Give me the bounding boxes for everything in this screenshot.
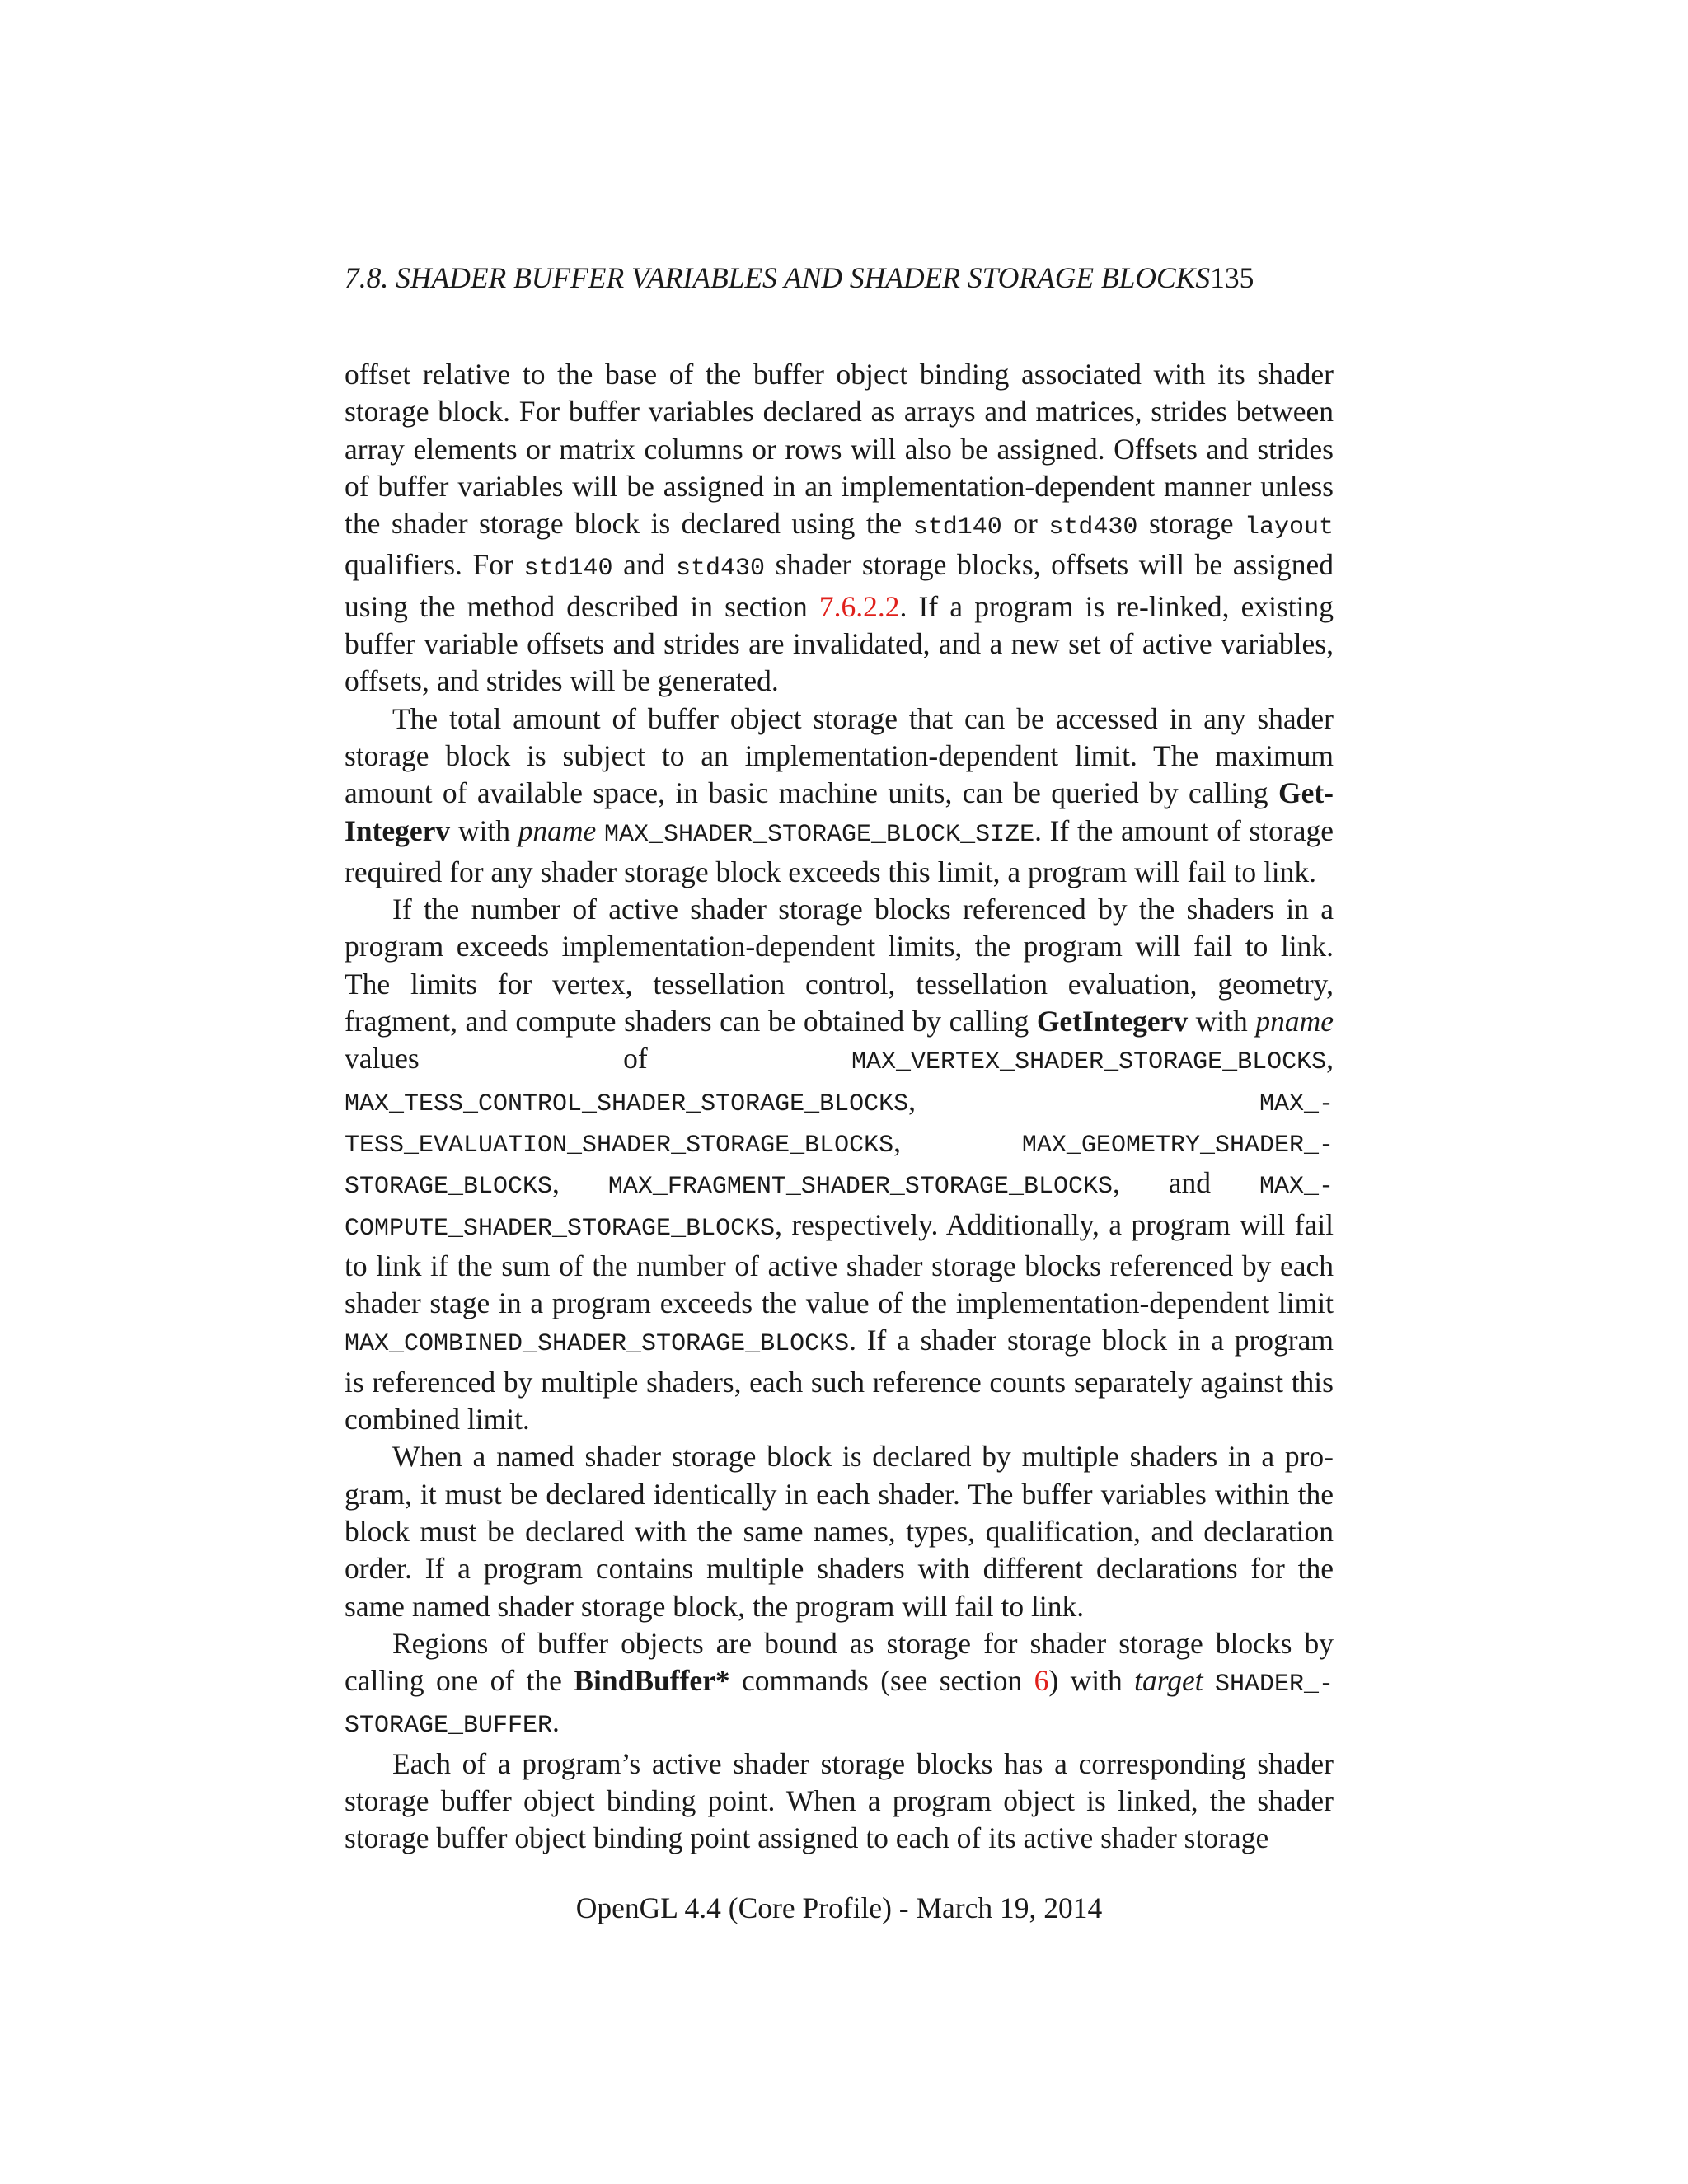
code-shader-storage-buffer: SHADER_STORAGE_BUFFER — [345, 1671, 1334, 1741]
paragraph-2: The total amount of buffer object storage that can be accessed in any shader storage block is subject to an implementation-dependent limit. The maximum amount of available space, in basic machine units, can be queried by calling GetIntegerv with pname MAX_SHADER_STORAGE_BLOCK_SIZE. If the amount of storage required for any shader storage block exceeds this limit, a program will fail to link. — [345, 701, 1334, 888]
code-std430: std430 — [1048, 513, 1138, 542]
command-getintegerv: GetIntegerv — [345, 776, 1334, 847]
code-max-combined-ssb: MAX_COMBINED_SHADER_STORAGE_BLOCKS — [345, 1330, 850, 1359]
param-pname: pname — [1255, 1005, 1334, 1038]
code-max-tess-control-ssb: MAX_TESS_CONTROL_SHADER_STORAGE_BLOCKS — [345, 1090, 909, 1118]
paragraph-4: When a named shader storage block is declared by multiple shaders in a program, it must be declared identically in each shader. The buffer variables within the block must be declared with the same names, types, qualification, and declaration order. If a program contains multiple shaders with different declarations for the same named shader storage block, the program will fail to link. — [345, 1440, 1334, 1623]
page-number: 135 — [1210, 261, 1254, 294]
running-head — [345, 257, 1334, 298]
section-link-7-6-2-2[interactable]: 7.6.2.2 — [818, 589, 900, 623]
code-max-tess-eval-ssb: MAX_TESS_EVALUATION_SHADER_STORAGE_BLOCKS — [345, 1090, 1334, 1160]
paragraph-1: offset relative to the base of the buffer object binding associated with its shader storage block. For buffer variables declared as arrays and matrices, strides between array elements or matrix columns or rows will also be assigned. Offsets and strides of buffer variables will be assigned in an implementation-dependent manner unless the shader storage block is declared using the std140 or std430 storage layout qualifiers. For std140 and std430 shader storage blocks, offsets will be assigned using the method described in section 7.6.2.2. If a program is re-linked, existing buffer variable offsets and strides are invalidated, and a new set of active variables, offsets, and strides will be generated. — [345, 358, 1334, 698]
paragraph-6: Each of a program’s active shader storage blocks has a corresponding shader storage buffer object binding point. When a program object is linked, the shader storage buffer object binding point assigned to each of its active shader storage — [345, 1746, 1334, 1855]
command-getintegerv: GetIntegerv — [1036, 1005, 1189, 1038]
section-link-6[interactable]: 6 — [1034, 1664, 1049, 1698]
code-max-geometry-ssb: MAX_GEOMETRY_SHADER_STORAGE_BLOCKS — [345, 1131, 1334, 1202]
paragraph-3: If the number of active shader storage blocks referenced by the shaders in a program exceeds implementation-dependent limits, the program will fail to link. The limits for vertex, tessellation control, tessellation evaluation, geometry, fragment, and compute shaders can be obtained by calling GetIntegerv with pname values of MAX_VERTEX_SHADER_STORAGE_BLOCKS, MAX_TESS_CONTROL_SHADER_STORAGE_BLOCKS, MAX_TESS_EVALUATION_SHADER_STORAGE_BLOCKS, MAX_GEOMETRY_SHADER_STORAGE_BLOCKS, MAX_FRAGMENT_SHADER_STORAGE_BLOCKS, and MAX_COMPUTE_SHADER_STORAGE_BLOCKS, respectively. Additionally, a program will fail to link if the sum of the number of active shader storage blocks referenced by each shader stage in a program exceeds the value of the implementation-dependent limit MAX_COMBINED_SHADER_STORAGE_BLOCKS. If a shader storage block in a program is referenced by multiple shaders, each such reference counts separately against this combined limit. — [345, 893, 1334, 1436]
code-max-vertex-ssb: MAX_VERTEX_SHADER_STORAGE_BLOCKS — [851, 1048, 1327, 1077]
param-target: target — [1134, 1664, 1203, 1698]
code-layout: layout — [1244, 513, 1334, 542]
code-max-fragment-ssb: MAX_FRAGMENT_SHADER_STORAGE_BLOCKS — [607, 1173, 1113, 1202]
code-max-compute-ssb: MAX_COMPUTE_SHADER_STORAGE_BLOCKS — [345, 1173, 1334, 1243]
code-std430: std430 — [675, 555, 766, 583]
section-title: 7.8. SHADER BUFFER VARIABLES AND SHADER STORAGE BLOCKS — [345, 261, 1211, 294]
page-footer: OpenGL 4.4 (Core Profile) - March 19, 2014 — [575, 1891, 1103, 1924]
command-bindbuffer: BindBuffer* — [574, 1664, 730, 1698]
code-max-shader-storage-block-size: MAX_SHADER_STORAGE_BLOCK_SIZE — [604, 820, 1035, 849]
param-pname: pname — [518, 813, 597, 847]
code-std140: std140 — [912, 513, 1002, 542]
paragraph-5: Regions of buffer objects are bound as storage for shader storage blocks by calling one of the BindBuffer* commands (see section 6) with target SHADER_STORAGE_BUFFER. — [345, 1626, 1334, 1741]
code-std140: std140 — [523, 555, 613, 583]
body-text — [345, 356, 1334, 1858]
